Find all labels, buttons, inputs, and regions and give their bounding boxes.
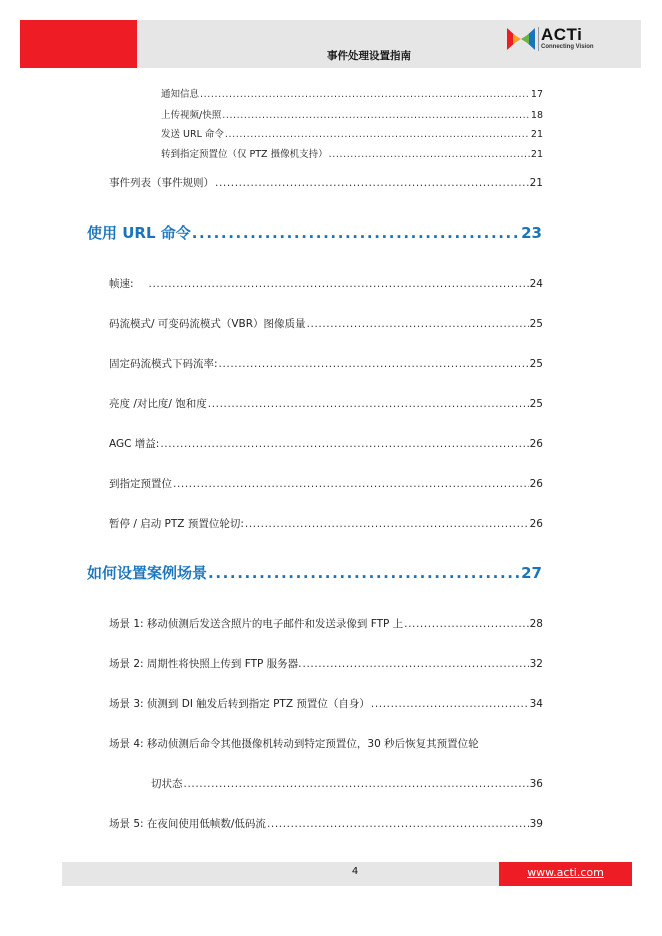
toc-section-heading[interactable] [87,562,542,583]
toc-entry-page: 28 [529,618,543,630]
toc-entry[interactable] [109,276,543,291]
header-title: 事件处理设置指南 [327,50,411,62]
toc-leader [222,110,530,121]
toc-entry[interactable] [109,356,543,371]
toc-entry-title: 亮度 /对比度/ 饱和度 [109,398,207,410]
toc-leader [404,618,528,630]
toc-entry-page: 26 [529,438,543,450]
toc-leader [225,129,530,140]
acti-logo [505,25,630,55]
toc-entry-page: 36 [529,778,543,790]
toc-entry-title: 场景 1: 移动侦测后发送含照片的电子邮件和发送录像到 FTP 上 [109,618,404,630]
toc-entry[interactable] [109,476,543,491]
toc-entry-page: 21 [529,177,543,189]
toc-section-page: 23 [521,224,542,242]
toc-entry-title: 场景 2: 周期性将快照上传到 FTP 服务器. [109,658,302,670]
logo-text: ACTi [541,25,583,44]
toc-entry-title: 码流模式/ 可变码流模式（VBR）图像质量 [109,318,306,330]
toc-leader [184,778,529,790]
toc-entry-title-cont: 切状态 [151,778,183,790]
toc-entry-title: 转到指定预置位（仅 PTZ 摄像机支持） [161,149,328,160]
toc-entry-page: 25 [529,398,543,410]
toc-entry-title: 场景 5: 在夜间使用低帧数/低码流 [109,818,266,830]
toc-entry[interactable] [109,396,543,411]
toc-entry[interactable] [109,316,543,331]
website-link[interactable]: www.acti.com [527,866,604,879]
toc-entry-page: 17 [530,89,543,100]
toc-entry-page: 18 [530,110,543,121]
toc-entry[interactable] [161,86,543,100]
toc-leader [173,478,529,490]
toc-entry-title: 事件列表（事件规则） [109,177,214,189]
toc-entry[interactable] [109,516,543,531]
toc-leader [160,438,528,450]
toc-entry-multiline[interactable] [109,736,543,751]
toc-entry-page: 25 [529,358,543,370]
toc-entry-page: 26 [529,518,543,530]
toc-entry-title: 帧速: [109,278,134,290]
toc-entry-title: 场景 4: 移动侦测后命令其他摄像机转动到特定预置位，30 秒后恢复其预置位轮 [109,738,479,750]
logo-divider [538,27,539,51]
toc-section-title: 如何设置案例场景 [87,564,208,582]
toc-leader [215,177,529,189]
toc-entry-title: AGC 增益: [109,438,160,450]
toc-leader [208,398,529,410]
logo-tagline: Connecting Vision [541,44,594,50]
toc-entry-page: 34 [529,698,543,710]
toc-leader [371,698,529,710]
toc-leader [307,318,529,330]
toc-entry-title: 上传视频/快照 [161,110,222,121]
toc-entry[interactable] [161,107,543,121]
toc-leader [219,358,529,370]
toc-entry-title: 到指定预置位 [109,478,172,490]
toc-leader [267,818,529,830]
toc-entry[interactable] [109,616,543,631]
toc-section-heading[interactable] [87,222,542,243]
toc-entry-page: 25 [529,318,543,330]
toc-entry[interactable] [109,656,543,671]
toc-entry-page: 26 [529,478,543,490]
toc-leader [149,278,529,290]
toc-entry-title: 固定码流模式下码流率: [109,358,218,370]
toc-entry[interactable] [109,436,543,451]
toc-leader [200,89,530,100]
toc-leader [245,518,529,530]
toc-section-page: 27 [521,564,542,582]
toc-entry-page: 21 [530,149,543,160]
toc-entry-page: 21 [530,129,543,140]
toc-entry-page: 39 [529,818,543,830]
toc-entry-title: 暂停 / 启动 PTZ 预置位轮切: [109,518,244,530]
toc-leader [329,149,530,160]
toc-entry-title: 通知信息 [161,89,200,100]
toc-entry-page: 24 [529,278,543,290]
toc-entry[interactable] [109,696,543,711]
page-number: 4 [351,866,359,877]
header-red-band [20,20,137,68]
toc-entry-title: 场景 3: 侦测到 DI 触发后转到指定 PTZ 预置位（自身） [109,698,370,710]
toc-entry-title: 发送 URL 命令 [161,129,224,140]
acti-logo-icon [505,25,537,53]
toc-leader [303,658,529,670]
toc-entry-continuation[interactable] [151,776,543,791]
toc-entry[interactable] [109,816,543,831]
toc-section-title: 使用 URL 命令 [87,224,191,242]
toc-leader [192,224,520,242]
toc-entry-page: 32 [529,658,543,670]
toc-entry[interactable] [109,175,543,190]
toc-entry[interactable] [161,146,543,160]
toc-leader [208,564,520,582]
toc-entry[interactable] [161,126,543,140]
